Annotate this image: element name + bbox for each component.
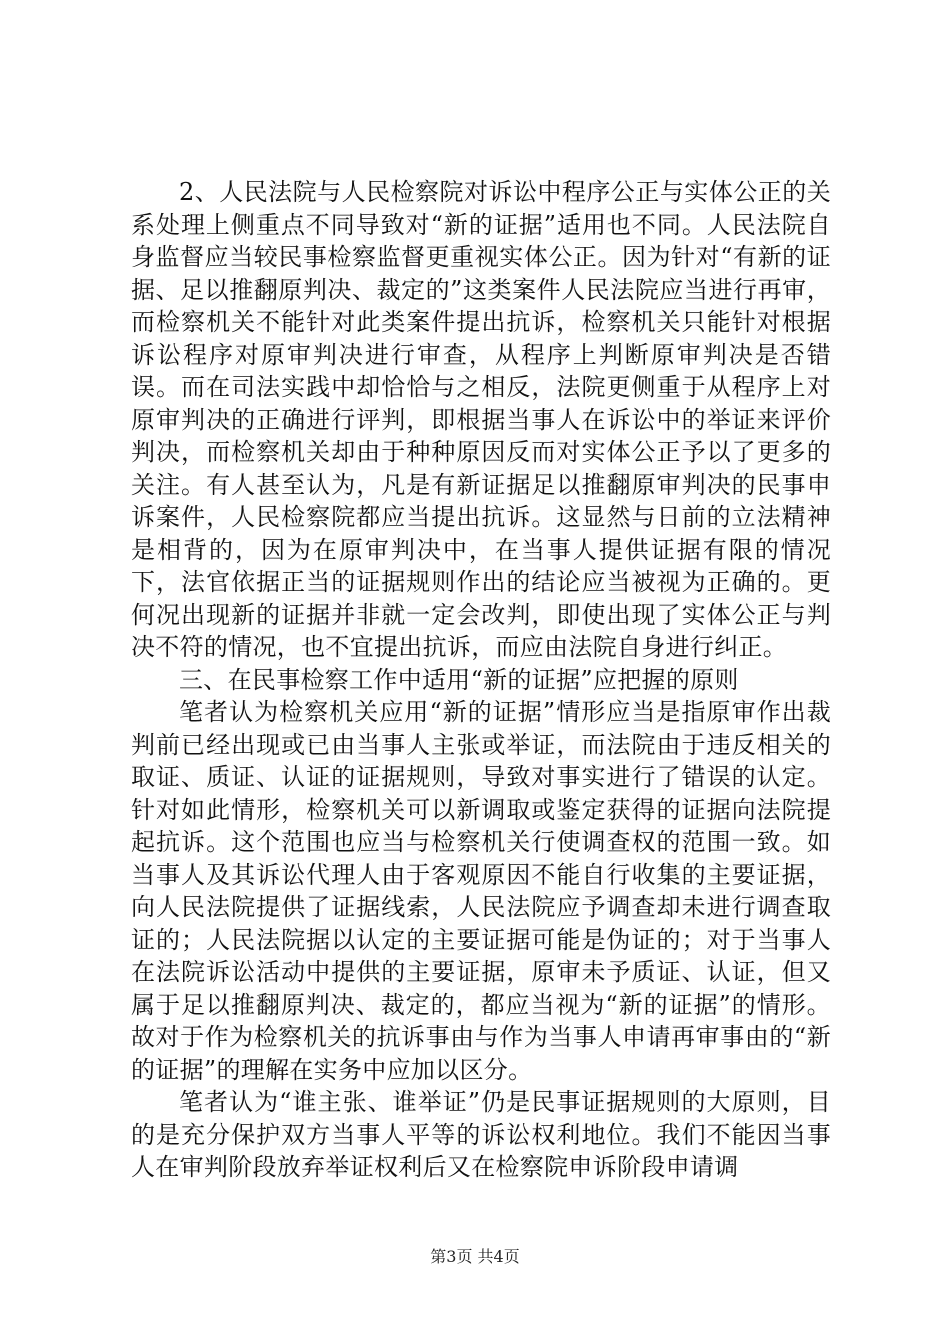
page-number-footer: 第3页 共4页 [430, 1247, 520, 1266]
paragraph-new-evidence-scope: 笔者认为检察机关应用“新的证据”情形应当是指原审作出裁判前已经出现或已由当事人主张或举证，而法院由于违反相关的取证、质证、认证的证据规则，导致对事实进行了错误的认定。针对如此情形，检察机关可以新调取或鉴定获得的证据向法院提起抗诉。这个范围也应当与检察机关行使调查权的范围一致。如当事人及其诉讼代理人由于客观原因不能自行收集的主要证据，向人民法院提供了证据线索，人民法院应予调查却未进行调查取证的；人民法院据以认定的主要证据可能是伪证的；对于当事人在法院诉讼活动中提供的主要证据，原审未予质证、认证，但又属于足以推翻原判决、裁定的，都应当视为“新的证据”的情形。故对于作为检察机关的抗诉事由与作为当事人申请再审事由的“新的证据”的理解在实务中应加以区分。 [131, 698, 831, 1084]
paragraph-burden-of-proof: 笔者认为“谁主张、谁举证”仍是民事证据规则的大原则，目的是充分保护双方当事人平等的诉讼权利地位。我们不能因当事人在审判阶段放弃举证权利后又在检察院申诉阶段申请调 [131, 1088, 831, 1181]
paragraph-court-procuratorate-difference: 2、人民法院与人民检察院对诉讼中程序公正与实体公正的关系处理上侧重点不同导致对“新的证据”适用也不同。人民法院自身监督应当较民事检察监督更重视实体公正。因为针对“有新的证据、足以推翻原判决、裁定的”这类案件人民法院应当进行再审，而检察机关不能针对此类案件提出抗诉，检察机关只能针对根据诉讼程序对原审判决进行审查，从程序上判断原审判决是否错误。而在司法实践中却恰恰与之相反，法院更侧重于从程序上对原审判决的正确进行评判，即根据当事人在诉讼中的举证来评价判决，而检察机关却由于种种原因反而对实体公正予以了更多的关注。有人甚至认为，凡是有新证据足以推翻原审判决的民事申诉案件，人民检察院都应当提出抗诉。这显然与日前的立法精神是相背的，因为在原审判决中，在当事人提供证据有限的情况下，法官依据正当的证据规则作出的结论应当被视为正确的。更何况出现新的证据并非就一定会改判，即使出现了实体公正与判决不符的情况，也不宜提出抗诉，而应由法院自身进行纠正。 [131, 178, 831, 661]
document-body [131, 176, 831, 1184]
section-heading-principles: 三、在民事检察工作中适用“新的证据”应把握的原则 [179, 665, 739, 694]
